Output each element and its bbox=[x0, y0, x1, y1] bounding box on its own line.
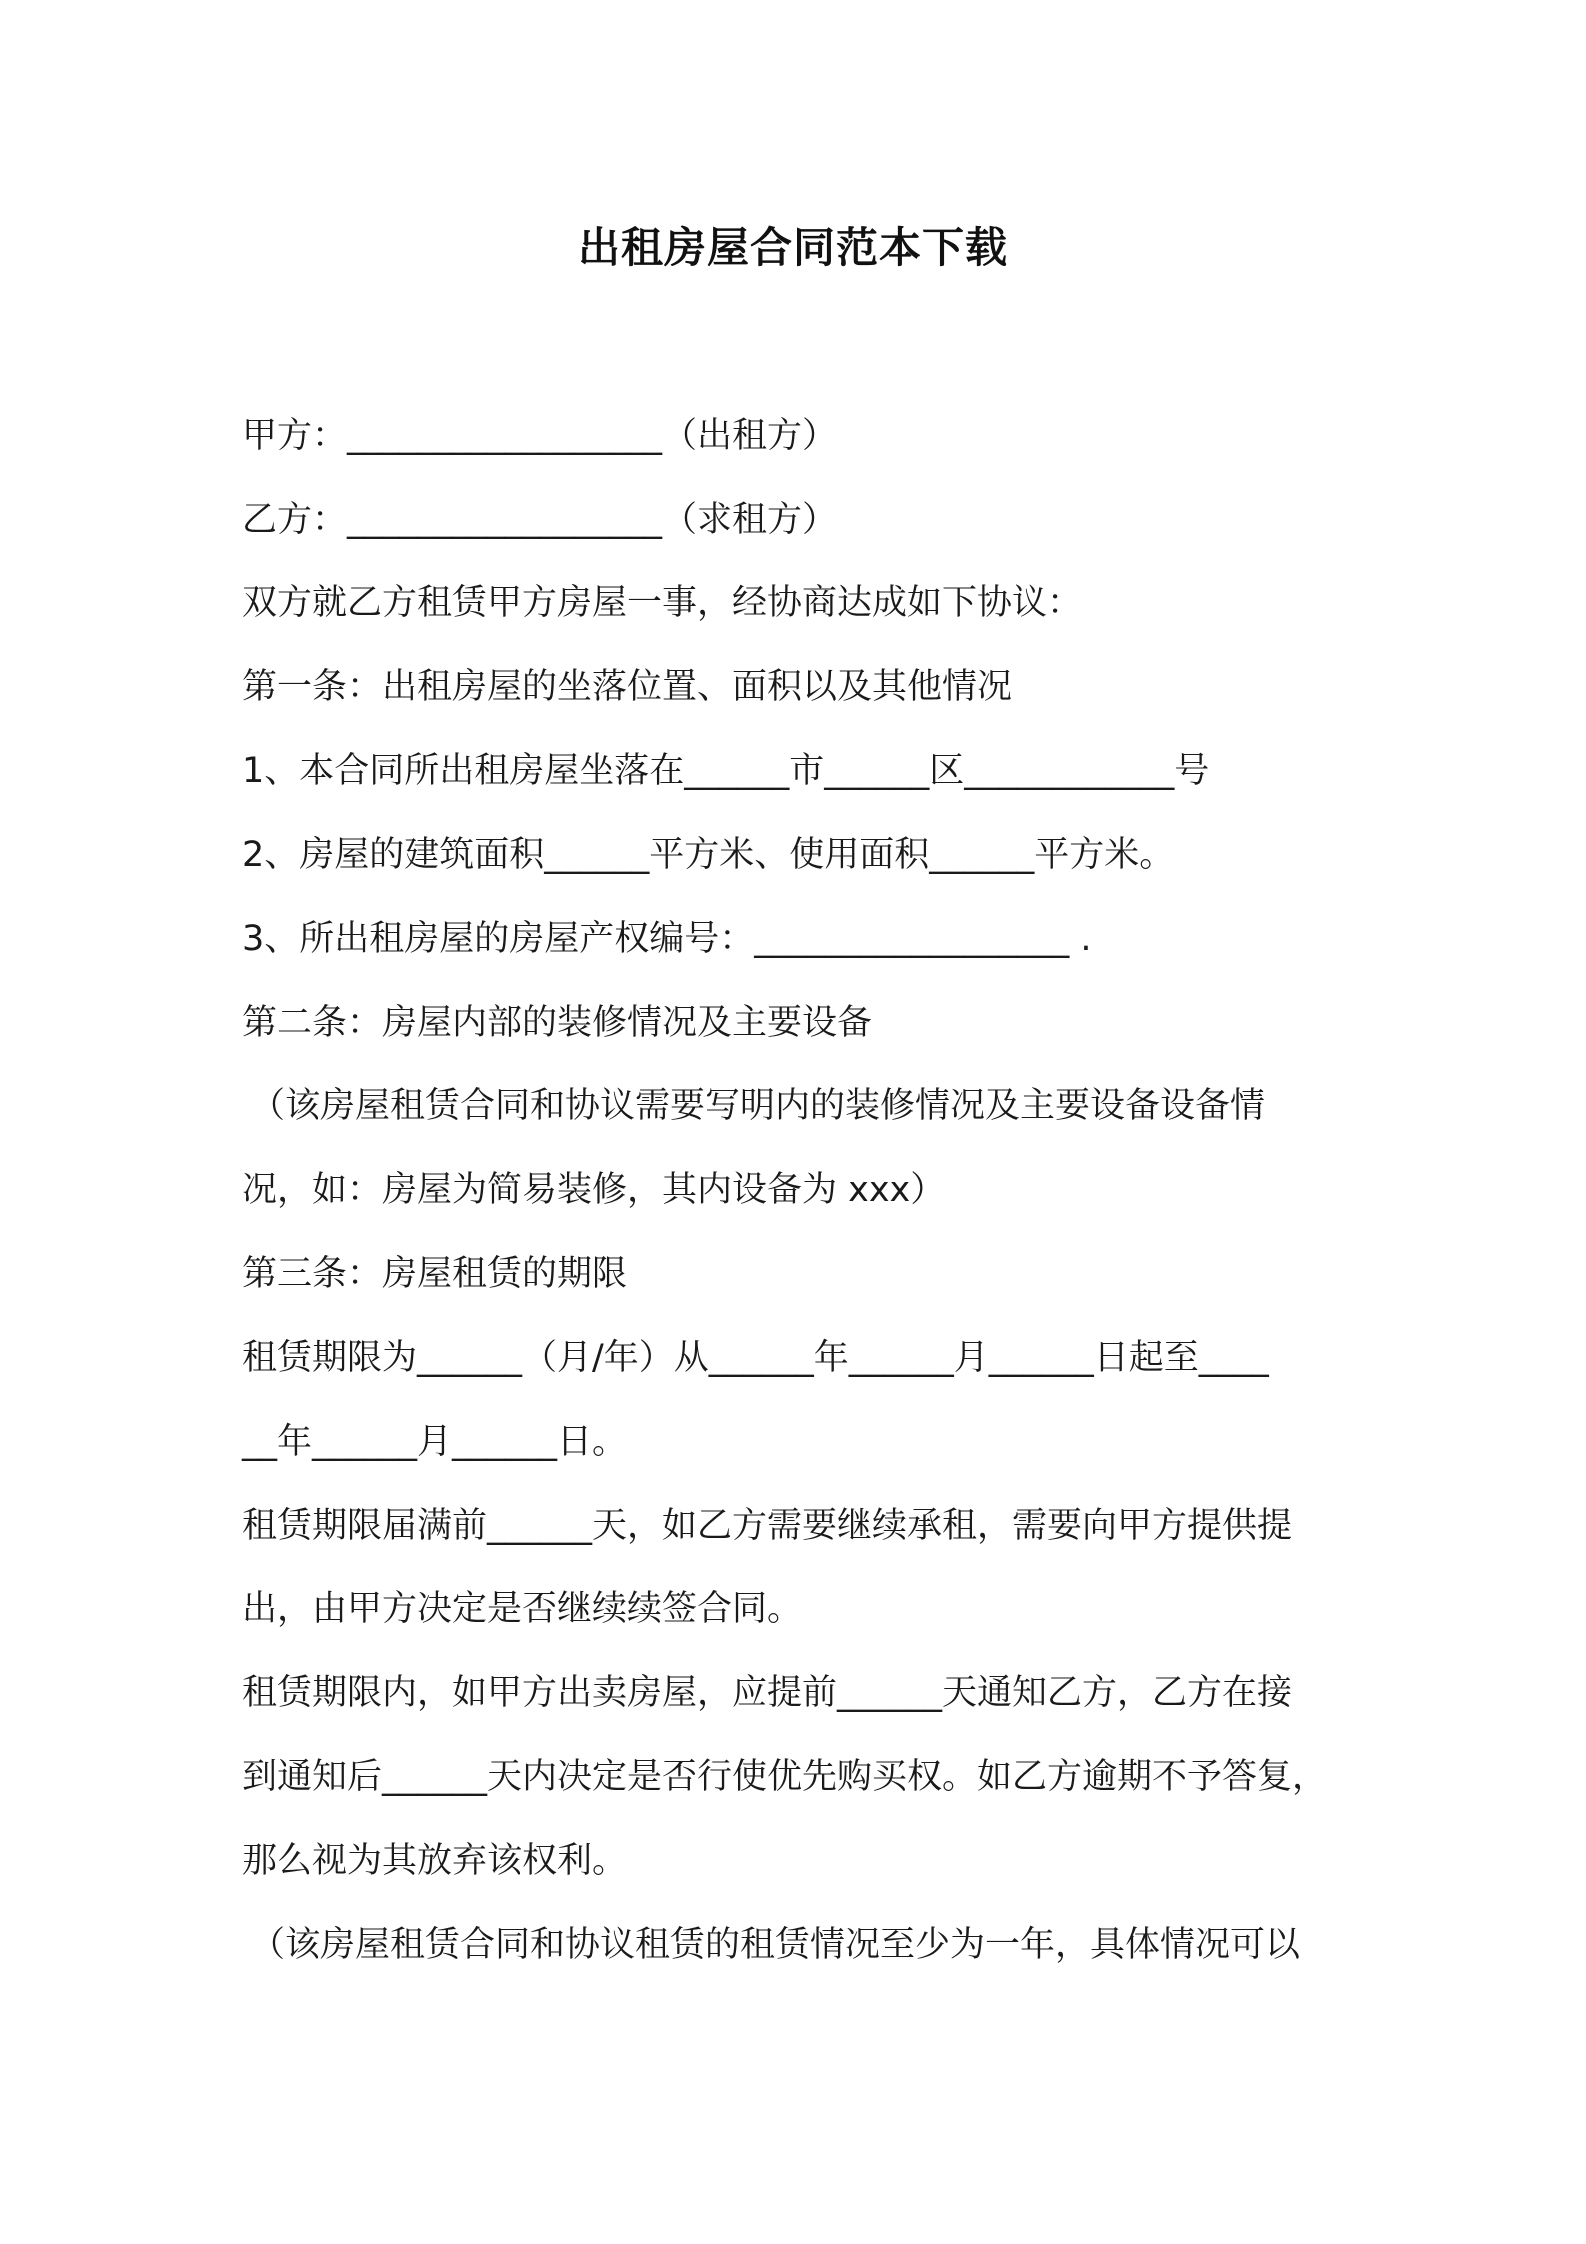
renewal-line-1: 租赁期限届满前______天，如乙方需要继续承租，需要向甲方提供提 bbox=[242, 1506, 1293, 1546]
document-title: 出租房屋合同范本下载 bbox=[577, 223, 1008, 272]
lease-term-line-1: 租赁期限为______（月/年）从______年______月______日起至____ bbox=[242, 1338, 1269, 1378]
sale-notice-line-1: 租赁期限内，如甲方出卖房屋，应提前______天通知乙方，乙方在接 bbox=[242, 1673, 1293, 1713]
party-a-line: 甲方：__________________（出租方） bbox=[242, 416, 838, 456]
agreement-intro-line: 双方就乙方租赁甲方房屋一事，经协商达成如下协议： bbox=[242, 583, 1083, 623]
article-1-item-2: 2、房屋的建筑面积______平方米、使用面积______平方米。 bbox=[242, 835, 1175, 875]
article-2-note-line-2: 况，如：房屋为简易装修，其内设备为 xxx） bbox=[242, 1170, 946, 1210]
sale-notice-line-2: 到通知后______天内决定是否行使优先购买权。如乙方逾期不予答复， bbox=[242, 1757, 1328, 1797]
article-1-item-1: 1、本合同所出租房屋坐落在______市______区____________号 bbox=[242, 751, 1210, 791]
renewal-line-2: 出，由甲方决定是否继续续签合同。 bbox=[242, 1589, 803, 1629]
term-note-line-1: （该房屋租赁合同和协议租赁的租赁情况至少为一年，具体情况可以 bbox=[250, 1925, 1301, 1965]
article-1-item-3: 3、所出租房屋的房屋产权编号：__________________ . bbox=[242, 919, 1092, 959]
sale-notice-line-3: 那么视为其放弃该权利。 bbox=[242, 1841, 628, 1881]
party-b-line: 乙方：__________________（求租方） bbox=[242, 500, 838, 540]
lease-term-line-2: __年______月______日。 bbox=[242, 1422, 628, 1462]
article-3-heading: 第三条：房屋租赁的期限 bbox=[242, 1254, 628, 1294]
article-1-heading: 第一条：出租房屋的坐落位置、面积以及其他情况 bbox=[242, 667, 1013, 707]
article-2-heading: 第二条：房屋内部的装修情况及主要设备 bbox=[242, 1003, 873, 1043]
article-2-note-line-1: （该房屋租赁合同和协议需要写明内的装修情况及主要设备设备情 bbox=[250, 1086, 1266, 1126]
